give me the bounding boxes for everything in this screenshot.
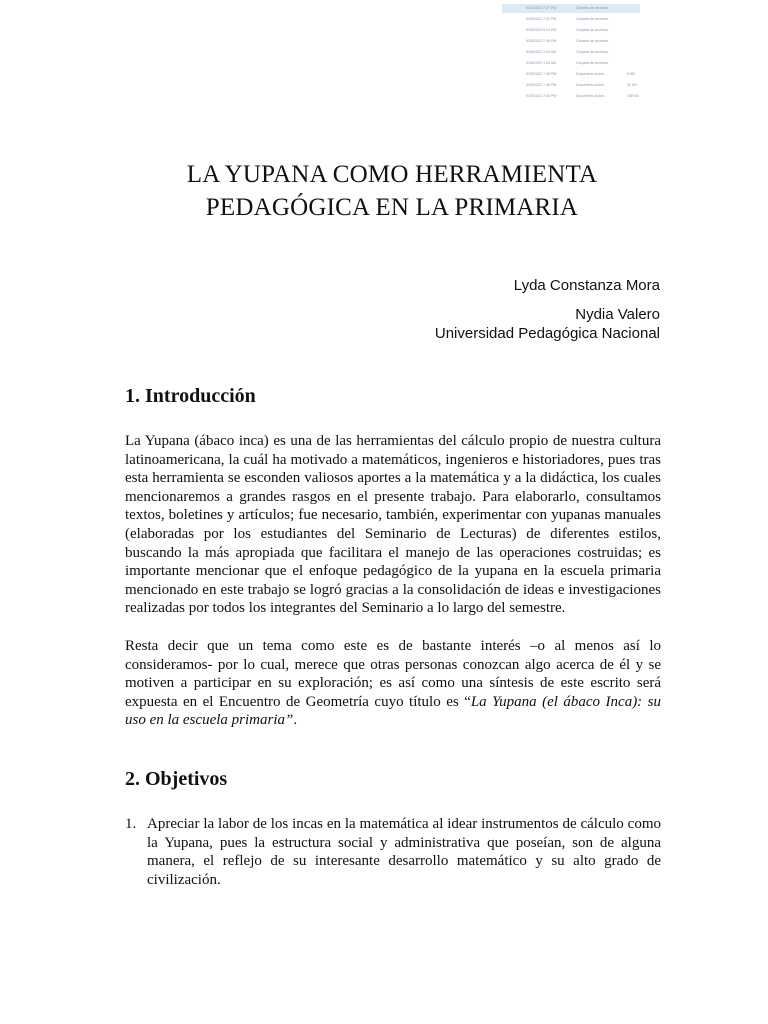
list-text: Apreciar la labor de los incas en la matemática al idear instrumentos de cálculo como la Yupana, pues la estructura social y administrativa que poseían, son de alguna manera, el reflejo de su interesante desarrollo matemático y su alto grado de civilización.	[147, 816, 661, 888]
paragraph-end: .	[293, 712, 298, 729]
event-title: La Yupana (el ábaco Inca): su uso en la escuela primaria”	[125, 693, 661, 729]
file-row[interactable]	[502, 37, 640, 46]
author-1: Lyda Constanza Mora	[513, 277, 660, 294]
section-heading-objetivos: 2. Objetivos	[125, 768, 228, 790]
file-date: 9/15/2023 8:13 PM	[526, 28, 557, 32]
file-type: Carpeta de archivos	[576, 28, 609, 32]
file-date: 9/25/2023 7:48 PM	[526, 83, 557, 87]
file-type: Documento Adob...	[576, 83, 607, 87]
section-heading-introduccion: 1. Introducción	[125, 385, 256, 407]
paragraph-text: Resta decir que un tema como este es de bastante interés –o al menos así lo consideramos- por lo cual, merece que otras personas conozcan algo acerca de él y se motiven a participar en su exploración; es así como una síntesis de este escrito será expuesta en el Encuentro de Geometría cuyo título es “	[125, 638, 661, 710]
file-row[interactable]	[502, 15, 640, 24]
file-row[interactable]	[502, 70, 640, 79]
title-line-1: LA YUPANA COMO HERRAMIENTA	[186, 161, 598, 188]
file-type: Carpeta de archivos	[576, 50, 609, 54]
file-type: Carpeta de archivos	[576, 6, 609, 10]
file-size: 188 KB	[627, 94, 639, 98]
list-item	[125, 815, 661, 889]
file-row[interactable]	[502, 92, 640, 101]
file-date: 9/25/2023 7:22 PM	[526, 17, 557, 21]
file-row[interactable]	[502, 26, 640, 35]
author-2: Nydia Valero	[575, 306, 660, 323]
file-date: 9/25/2023 7:50 PM	[526, 94, 557, 98]
file-row[interactable]	[502, 4, 640, 13]
affiliation: Universidad Pedagógica Nacional	[434, 325, 660, 342]
file-type: Documento Adob...	[576, 72, 607, 76]
file-type: Carpeta de archivos	[576, 17, 609, 21]
file-size: 5 KB	[627, 72, 635, 76]
intro-paragraph-2	[125, 637, 661, 730]
file-size: 30 KB	[627, 83, 637, 87]
list-number: 1.	[125, 816, 137, 832]
file-type: Carpeta de archivos	[576, 61, 609, 65]
file-row[interactable]	[502, 81, 640, 90]
file-date: 9/25/2023 7:48 PM	[526, 72, 557, 76]
file-type: Carpeta de archivos	[576, 39, 609, 43]
file-date: 9/18/2023 1:04 AM	[526, 61, 557, 65]
file-row[interactable]	[502, 59, 640, 68]
title-line-2: PEDAGÓGICA EN LA PRIMARIA	[205, 194, 579, 221]
file-date: 9/25/2023 7:27 PM	[526, 6, 557, 10]
file-date: 9/25/2023 7:46 PM	[526, 39, 557, 43]
file-explorer-snippet	[498, 2, 648, 130]
file-date: 9/18/2023 1:04 AM	[526, 50, 557, 54]
file-row[interactable]	[502, 48, 640, 57]
file-type: Documento Adob...	[576, 94, 607, 98]
intro-paragraph-1: La Yupana (ábaco inca) es una de las herramientas del cálculo propio de nuestra cultura latinoamericana, la cuál ha motivado a matemáticos, ingenieros e historiadores, pues tras esta herramienta se esconden valiosos aportes a la matemática y a la didáctica, los cuales mencionaremos a grandes rasgos en el presente trabajo. Para elaborarlo, consultamos textos, boletines y artículos; fue necesario, también, experimentar con yupanas manuales (elaboradas por los estudiantes del Seminario de Lecturas) de diferentes estilos, buscando la más apropiada que facilitara el manejo de las operaciones costruidas; es importante mencionar que el enfoque pedagógico de la yupana en la escuela primaria mencionado en este trabajo se logró gracias a la consolidación de ideas e investigaciones realizadas por todos los integrantes del Seminario a lo largo del semestre.	[125, 433, 661, 617]
document-title	[100, 158, 684, 224]
